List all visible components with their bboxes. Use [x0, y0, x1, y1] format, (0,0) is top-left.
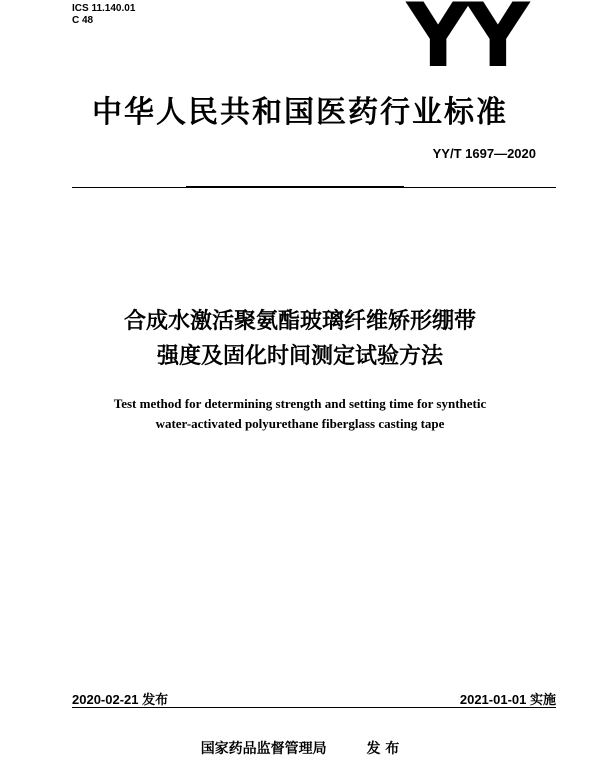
title-en-line-2: water-activated polyurethane fiberglass casting tape — [155, 416, 445, 431]
implemented-date-block — [460, 689, 556, 708]
issuer-org: 国家药品监督管理局 — [200, 741, 327, 757]
published-date-block — [72, 689, 168, 708]
implemented-label: 实施 — [529, 692, 556, 707]
issuer-line — [0, 738, 600, 758]
yy-logo — [398, 0, 534, 70]
ics-code: ICS 11.140.01 — [72, 3, 136, 14]
implemented-date: 2021-01-01 — [459, 692, 527, 707]
title-en-line-1: Test method for determining strength and setting time for synthetic — [113, 396, 487, 411]
title-english — [0, 394, 600, 434]
footer-rule — [72, 707, 556, 708]
title-cn-line-2: 强度及固化时间测定试验方法 — [156, 344, 443, 369]
published-date: 2020-02-21 — [72, 692, 139, 707]
title-cn-line-1: 合成水激活聚氨酯玻璃纤维矫形绷带 — [123, 309, 476, 334]
title-chinese — [0, 304, 600, 374]
header-rule-thick — [186, 186, 404, 188]
issuer-label: 发 布 — [366, 741, 400, 757]
standard-name: 中华人民共和国医药行业标准 — [92, 95, 508, 130]
yy-logo-text: YY — [406, 0, 526, 70]
ccs-code: C 48 — [72, 15, 94, 26]
standard-code: YY/T 1697—2020 — [432, 146, 536, 161]
classification-codes — [72, 3, 135, 27]
published-label: 发布 — [142, 692, 169, 707]
